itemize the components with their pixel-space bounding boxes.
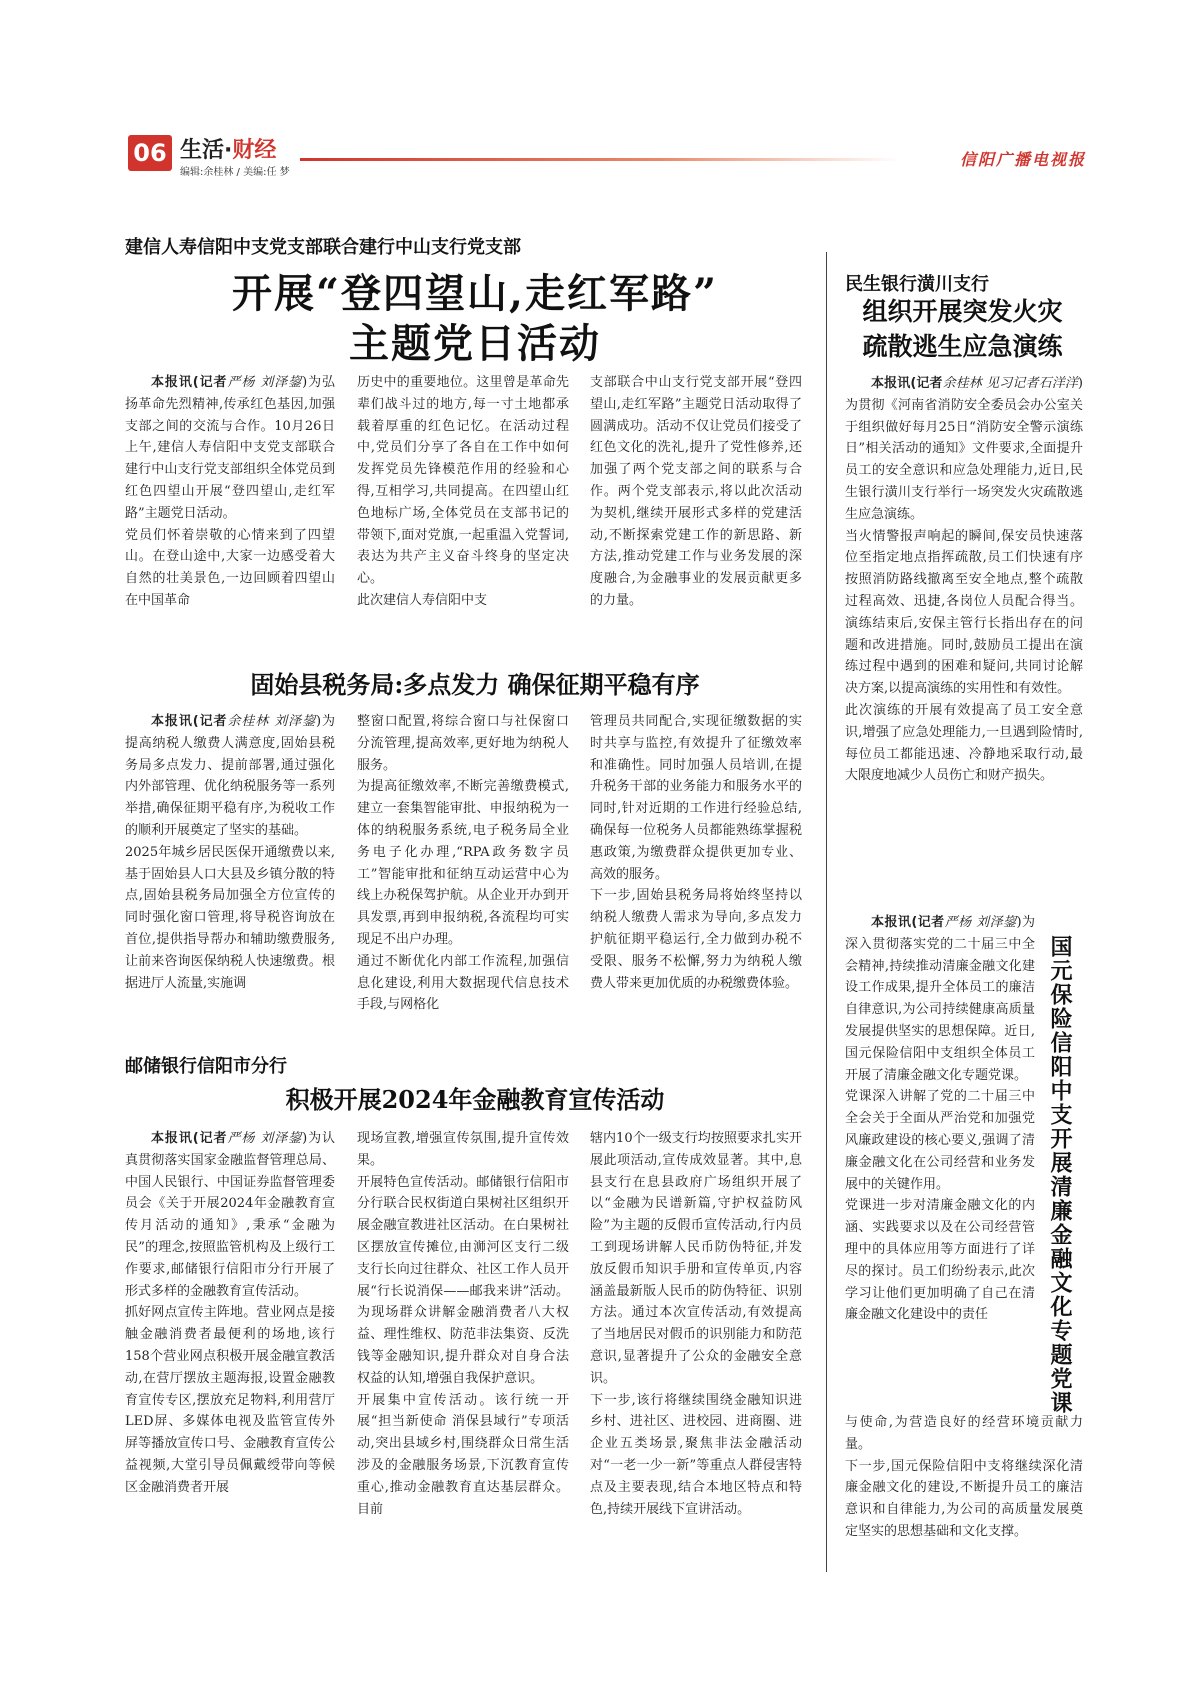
article2-authors: 余桂林 刘泽鋆 — [227, 714, 316, 729]
section-title — [180, 133, 276, 164]
article3-col1-text: )为认真贯彻落实国家金融监督管理总局、中国人民银行、中国证券监督管理委员会《关于开展2024年金融教育宣传月活动的通知》,秉承“金融为民”的理念,按照监管机构及上级行工作要求,邮储银行信阳市分行开展了形式多样的金融教育宣传活动。 抓好网点宣传主阵地。营业网点是接触金融消费者最便利的场地,该行158个营业网点积极开展金融宣教活动,在营厅摆放主题海报,设置金融教育宣传专区,摆放充足物料,利用营厅LED屏、多媒体电视及监管宣传外屏等播放宣传口号、金融教育宣传公益视频,大堂引导员佩戴绶带向等候区金融消费者开展 — [125, 1131, 335, 1495]
header-rule — [300, 158, 900, 161]
article2-col1 — [125, 711, 335, 994]
article2-col1-text: )为提高纳税人缴费人满意度,固始县税务局多点发力、提前部署,通过强化内外部管理、优化纳税服务等一系列举措,确保征期平稳有序,为税收工作的顺利开展奠定了坚实的基础。 2025年城乡居民医保开通缴费以来,基于固始县人口大县及乡镇分散的特点,固始县税务局加强全方位宣传的同时强化窗口管理,将导税咨询放在首位,提供指导帮办和辅助缴费服务,让前来咨询医保纳税人快速缴费。根据进厅人流量,实施调 — [125, 714, 335, 991]
article3-kicker: 邮储银行信阳市分行 — [125, 1056, 287, 1077]
article4-kicker: 民生银行潢川支行 — [845, 274, 989, 295]
article3-col3: 辖内10个一级支行均按照要求扎实开展此项活动,宣传成效显著。其中,息县支行在息县政府广场组织开展了以“金融为民谱新篇,守护权益防风险”为主题的反假币宣传活动,行内员工到现场讲解人民币防伪特征,并发放反假币知识手册和宣传单页,内容涵盖最新版人民币的防伪特征、识别方法。通过本次宣传活动,有效提高了当地居民对假币的识别能力和防范意识,显著提升了公众的金融安全意识。 下一步,该行将继续围绕金融知识进乡村、进社区、进校园、进商圈、进企业五类场景,聚焦非法金融活动对“一老一少一新”等重点人群侵害特点及主要表现,结合本地区特点和特色,持续开展线下宣讲活动。 — [590, 1131, 802, 1517]
article5-body-narrow-text: )为深入贯彻落实党的二十届三中全会精神,持续推动清廉金融文化建设工作成果,提升全体员工的廉洁自律意识,为公司持续健康高质量发展提供坚实的思想保障。近日,国元保险信阳中支组织全体员工开展了清廉金融文化专题党课。 党课深入讲解了党的二十届三中全会关于全面从严治党和加强党风廉政建设的核心要义,强调了清廉金融文化在公司经营和业务发展中的关键作用。 党课进一步对清廉金融文化的内涵、实践要求以及在公司经营管理中的具体应用等方面进行了详尽的探讨。员工们纷纷表示,此次学习让他们更加明确了自己在清廉金融文化建设中的责任 — [845, 915, 1035, 1323]
article2-col2: 整窗口配置,将综合窗口与社保窗口分流管理,提高效率,更好地为纳税人服务。 为提高征缴效率,不断完善缴费模式,建立一套集智能审批、申报纳税为一体的纳税服务系统,电子税务局全业务电子化办理,“RPA政务数字员工”智能审批和征纳互动运营中心为线上办税保驾护航。从企业开办到开具发票,再到申报纳税,各流程均可实现足不出户办理。 通过不断优化内部工作流程,加强信息化建设,利用大数据现代信息技术手段,与网格化 — [357, 714, 569, 1013]
article3-lead: 本报讯(记者 — [151, 1131, 228, 1146]
article1-col2: 历史中的重要地位。这里曾是革命先辈们战斗过的地方,每一寸土地都承载着厚重的红色记忆。在活动过程中,党员们分享了各自在工作中如何发挥党员先锋模范作用的经验和心得,互相学习,共同提高。在四望山红色地标广场,全体党员在支部书记的带领下,面对党旗,一起重温入党誓词,表达为共产主义奋斗终身的坚定决心。 此次建信人寿信阳中支 — [357, 375, 569, 608]
article1-col1-text: )为弘扬革命先烈精神,传承红色基因,加强支部之间的交流与合作。10月26日上午,建信人寿信阳中支党支部联合建行中山支行党支部组织全体党员到红色四望山开展“登四望山,走红军路”主题党日活动。 党员们怀着崇敬的心情来到了四望山。在登山途中,大家一边感受着大自然的壮美景色,一边回顾着四望山在中国革命 — [125, 375, 335, 608]
article3-col2: 现场宣教,增强宣传氛围,提升宣传效果。 开展特色宣传活动。邮储银行信阳市分行联合民权街道白果树社区组织开展金融宣教进社区活动。在白果树社区摆放宣传摊位,由浉河区支行二级支行长向过往群众、社区工作人员开展“行长说消保——邮我来讲”活动。为现场群众讲解金融消费者八大权益、理性维权、防范非法集资、反洗钱等金融知识,提升群众对自身合法权益的认知,增强自我保护意识。 开展集中宣传活动。该行统一开展“担当新使命 消保县域行”专项活动,突出县域乡村,围绕群众日常生活涉及的金融服务场景,下沉教育宣传重心,推动金融教育直达基层群众。目前 — [357, 1131, 569, 1517]
article2-lead: 本报讯(记者 — [151, 714, 228, 729]
article5-title: 国元保险信阳中支开展清廉金融文化专题党课 — [1047, 935, 1073, 1415]
section-title-b: 财经 — [232, 138, 277, 163]
article3-authors: 严杨 刘泽鋆 — [227, 1131, 303, 1146]
article4-title-line2: 疏散逃生应急演练 — [862, 332, 1063, 361]
article5-body-narrow — [845, 912, 1035, 1326]
article5-authors: 严杨 刘泽鋆 — [944, 915, 1017, 930]
page-number: 06 — [128, 135, 172, 171]
newspaper-brand: 信阳广播电视报 — [960, 150, 1087, 169]
article1-authors: 严杨 刘泽鋆 — [227, 375, 303, 390]
editors-line: 编辑:余桂林 / 美编:任 梦 — [180, 167, 290, 178]
article2-title: 固始县税务局:多点发力 确保征期平稳有序 — [250, 670, 700, 699]
article3-col1 — [125, 1128, 335, 1499]
article1-title-line1: 开展“登四望山,走红军路” — [232, 270, 718, 317]
article1-title-line2: 主题党日活动 — [349, 320, 601, 367]
article1-kicker: 建信人寿信阳中支党支部联合建行中山支行党支部 — [125, 237, 521, 258]
article4-lead: 本报讯(记者 — [871, 376, 943, 391]
article1-col1 — [125, 372, 335, 612]
article3-title: 积极开展2024年金融教育宣传活动 — [285, 1085, 665, 1114]
article4-title-line1: 组织开展突发火灾 — [862, 297, 1063, 326]
right-column-rule — [826, 252, 827, 1572]
article5-body-wide: 与使命,为营造良好的经营环境贡献力量。 下一步,国元保险信阳中支将继续深化清廉金融文化的建设,不断提升员工的廉洁意识和自律能力,为公司的高质量发展奠定坚实的思想基础和文化支撑。 — [845, 1415, 1083, 1539]
article2-col3: 管理员共同配合,实现征缴数据的实时共享与监控,有效提升了征缴效率和准确性。同时加强人员培训,在提升税务干部的业务能力和服务水平的同时,针对近期的工作进行经验总结,确保每一位税务人员都能熟练掌握税惠政策,为缴费群众提供更加专业、高效的服务。 下一步,固始县税务局将始终坚持以纳税人缴费人需求为导向,多点发力护航征期平稳运行,全力做到办税不受限、服务不松懈,努力为纳税人缴费人带来更加优质的办税缴费体验。 — [590, 714, 802, 991]
article4-authors: 余桂林 见习记者石洋洋 — [942, 376, 1078, 391]
article5-lead: 本报讯(记者 — [871, 915, 945, 930]
article1-lead: 本报讯(记者 — [151, 375, 228, 390]
article4-body — [845, 373, 1083, 787]
section-title-a: 生活· — [180, 138, 233, 163]
article1-col3: 支部联合中山支行党支部开展“登四望山,走红军路”主题党日活动取得了圆满成功。活动不仅让党员们接受了红色文化的洗礼,提升了党性修养,还加强了两个党支部之间的联系与合作。两个党支部表示,将以此次活动为契机,继续开展形式多样的党建活动,不断探索党建工作的新思路、新方法,推动党建工作与业务发展的深度融合,为金融事业的发展贡献更多的力量。 — [590, 375, 802, 608]
article4-body-text: )为贯彻《河南省消防安全委员会办公室关于组织做好每月25日“消防安全警示演练日”相关活动的通知》文件要求,全面提升员工的安全意识和应急处理能力,近日,民生银行潢川支行举行一场突发火灾疏散逃生应急演练。 当火情警报声响起的瞬间,保安员快速落位至指定地点指挥疏散,员工们快速有序按照消防路线撤离至安全地点,整个疏散过程高效、迅捷,各岗位人员配合得当。演练结束后,安保主管行长指出存在的问题和改进措施。同时,鼓励员工提出在演练过程中遇到的困难和疑问,共同讨论解决方案,以提高演练的实用性和有效性。 此次演练的开展有效提高了员工安全意识,增强了应急处理能力,一旦遇到险情时,每位员工都能迅速、冷静地采取行动,最大限度地减少人员伤亡和财产损失。 — [845, 376, 1083, 784]
